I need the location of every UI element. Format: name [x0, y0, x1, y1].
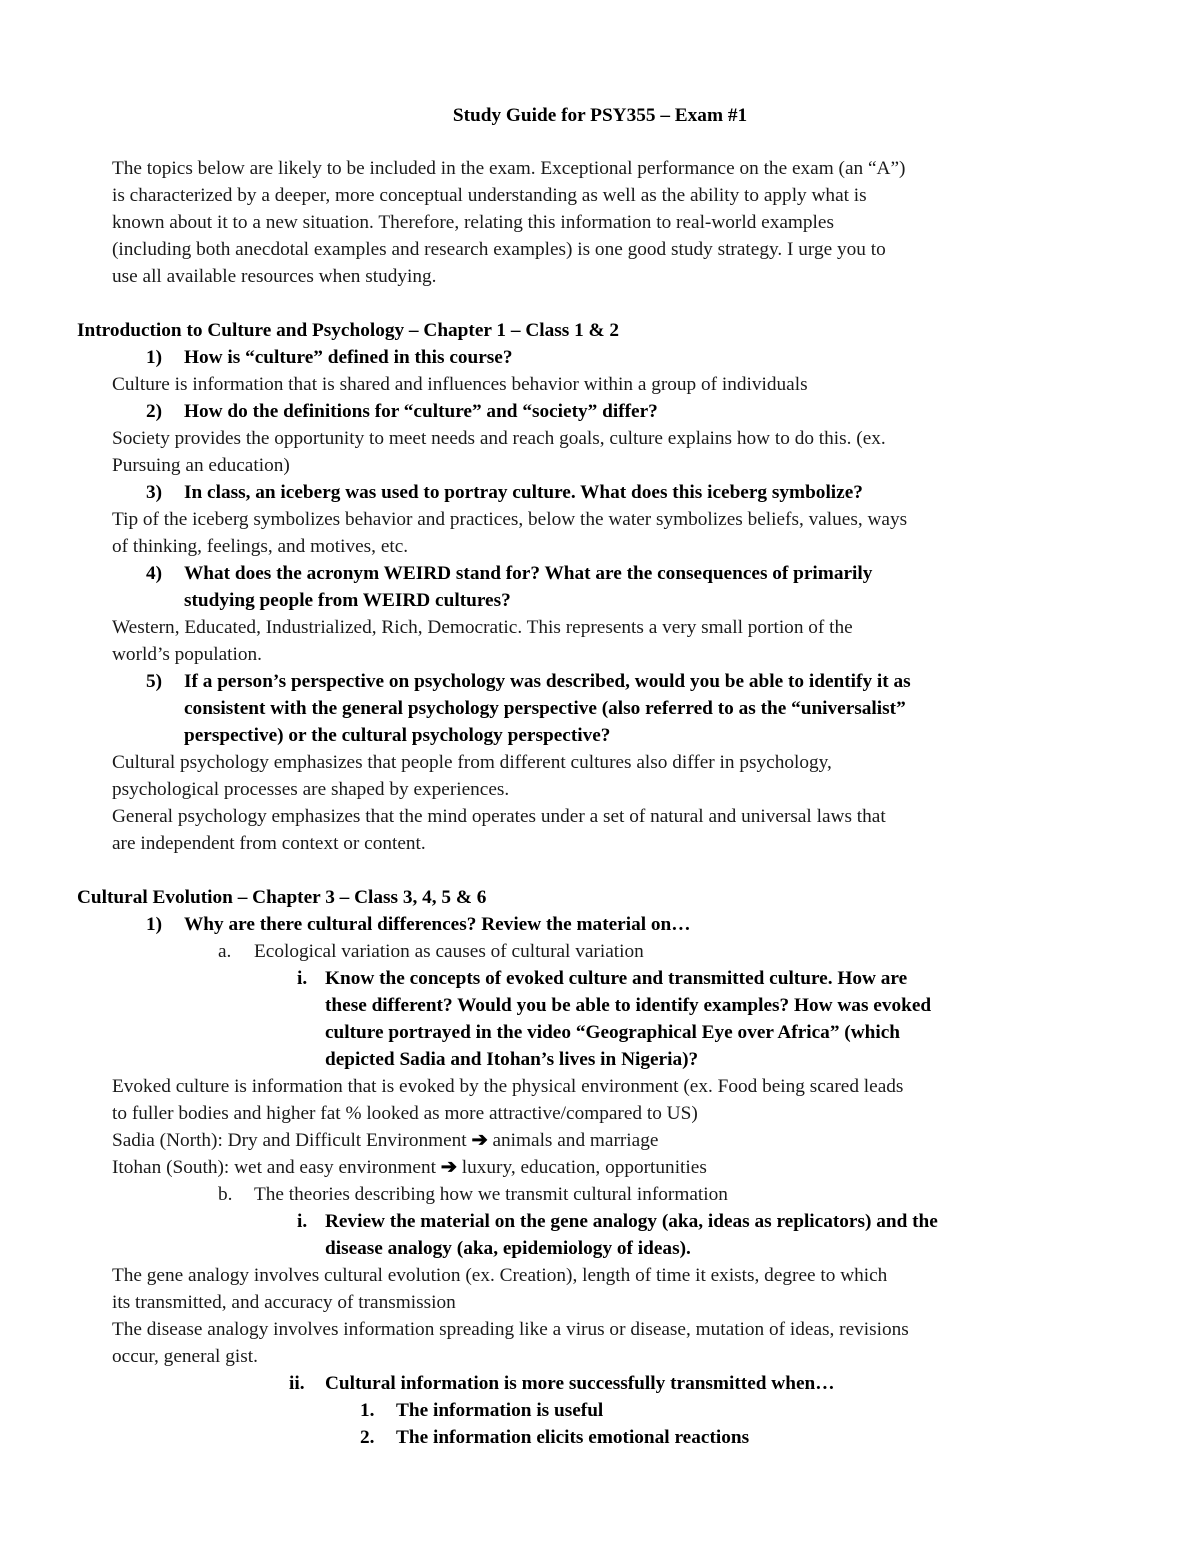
section-heading: Introduction to Culture and Psychology – Chapter 1 – Class 1 & 2 [77, 320, 620, 341]
list-item: The information is useful [396, 1400, 604, 1421]
question: How do the definitions for “culture” and “society” differ? [184, 401, 658, 422]
question: these different? Would you be able to identify examples? How was evoked [325, 995, 932, 1016]
answer-text: animals and marriage [487, 1130, 659, 1151]
question: What does the acronym WEIRD stand for? What are the consequences of primarily [184, 563, 873, 584]
answer: The gene analogy involves cultural evolution (ex. Creation), length of time it exists, degree to which [112, 1265, 888, 1286]
list-number: 4) [146, 563, 163, 584]
answer: The disease analogy involves information spreading like a virus or disease, mutation of ideas, revisions [112, 1319, 909, 1340]
list-number: 5) [146, 671, 163, 692]
answer: Pursuing an education) [112, 455, 290, 476]
answer: psychological processes are shaped by experiences. [112, 779, 510, 800]
answer: occur, general gist. [112, 1346, 258, 1367]
intro-line: known about it to a new situation. Therefore, relating this information to real-world examples [112, 212, 834, 233]
list-letter: a. [218, 941, 232, 962]
list-letter: b. [218, 1184, 233, 1205]
question: In class, an iceberg was used to portray culture. What does this iceberg symbolize? [184, 482, 863, 503]
question: depicted Sadia and Itohan’s lives in Nigeria)? [325, 1049, 699, 1070]
answer: Society provides the opportunity to meet needs and reach goals, culture explains how to do this. (ex. [112, 428, 886, 449]
list-roman: i. [297, 968, 308, 989]
question: disease analogy (aka, epidemiology of ideas). [325, 1238, 691, 1259]
arrow-right-icon: ➔ [471, 1130, 488, 1151]
list-roman: i. [297, 1211, 308, 1232]
intro-line: The topics below are likely to be included in the exam. Exceptional performance on the exam (an “A”) [112, 158, 906, 179]
question: Know the concepts of evoked culture and transmitted culture. How are [325, 968, 908, 989]
list-number: 2) [146, 401, 163, 422]
intro-line: (including both anecdotal examples and research examples) is one good study strategy. I urge you to [112, 239, 886, 260]
question: perspective) or the cultural psychology perspective? [184, 725, 611, 746]
sub-item: Ecological variation as causes of cultural variation [254, 941, 644, 962]
question: studying people from WEIRD cultures? [184, 590, 511, 611]
answer: Culture is information that is shared and influences behavior within a group of individuals [112, 374, 808, 395]
intro-line: use all available resources when studying. [112, 266, 437, 287]
question: Cultural information is more successfully transmitted when… [325, 1373, 835, 1394]
list-item: The information elicits emotional reactions [396, 1427, 750, 1448]
intro-line: is characterized by a deeper, more conceptual understanding as well as the ability to apply what is [112, 185, 867, 206]
arrow-right-icon: ➔ [440, 1157, 457, 1178]
list-number: 2. [360, 1427, 375, 1448]
question: If a person’s perspective on psychology was described, would you be able to identify it as [184, 671, 911, 692]
answer: Cultural psychology emphasizes that people from different cultures also differ in psychology, [112, 752, 832, 773]
list-roman: ii. [289, 1373, 305, 1394]
question: How is “culture” defined in this course? [184, 347, 513, 368]
answer: Western, Educated, Industrialized, Rich, Democratic. This represents a very small portion of the [112, 617, 853, 638]
answer: Evoked culture is information that is evoked by the physical environment (ex. Food being scared leads [112, 1076, 904, 1097]
document-title: Study Guide for PSY355 – Exam #1 [452, 105, 748, 126]
question: Review the material on the gene analogy (aka, ideas as replicators) and the [325, 1211, 938, 1232]
answer-sadia [112, 1127, 658, 1154]
sub-item: The theories describing how we transmit cultural information [254, 1184, 728, 1205]
list-number: 1) [146, 914, 163, 935]
list-number: 1) [146, 347, 163, 368]
answer: are independent from context or content. [112, 833, 426, 854]
question: consistent with the general psychology perspective (also referred to as the “universalist” [184, 698, 906, 719]
answer: its transmitted, and accuracy of transmission [112, 1292, 456, 1313]
answer-text: Sadia (North): Dry and Difficult Environment [112, 1130, 472, 1151]
answer: of thinking, feelings, and motives, etc. [112, 536, 409, 557]
answer-text: luxury, education, opportunities [456, 1157, 707, 1178]
answer: Tip of the iceberg symbolizes behavior and practices, below the water symbolizes beliefs, values, ways [112, 509, 908, 530]
answer: General psychology emphasizes that the mind operates under a set of natural and universal laws that [112, 806, 886, 827]
answer-itohan [112, 1154, 707, 1181]
question: culture portrayed in the video “Geographical Eye over Africa” (which [325, 1022, 900, 1043]
list-number: 3) [146, 482, 163, 503]
list-number: 1. [360, 1400, 375, 1421]
answer-text: Itohan (South): wet and easy environment [112, 1157, 441, 1178]
question: Why are there cultural differences? Review the material on… [184, 914, 691, 935]
answer: to fuller bodies and higher fat % looked as more attractive/compared to US) [112, 1103, 698, 1124]
section-heading: Cultural Evolution – Chapter 3 – Class 3, 4, 5 & 6 [77, 887, 487, 908]
answer: world’s population. [112, 644, 262, 665]
